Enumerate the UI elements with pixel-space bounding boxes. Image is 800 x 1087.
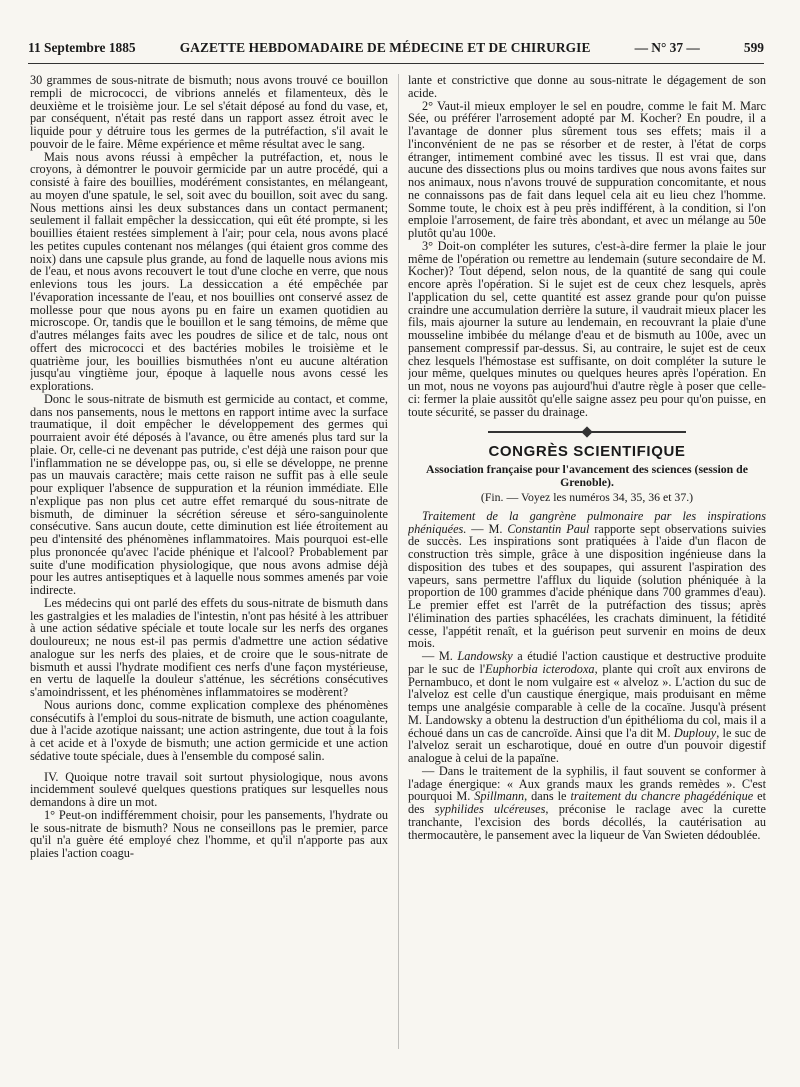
paragraph: 3° Doit-on compléter les sutures, c'est-à-dire fermer la plaie le jour même de l'opération ou remettre au lendemain (suture secondaire de M. Kocher)? Tout dépend, selon nous, de la quantité de sang qui coule encore après l'opération. Si le sujet est de ceux chez lesquels, après l'application du sel, cette quantité est assez grande pour qu'on puisse craindre une accumulation derrière la suture, il vaudrait mieux placer les fils, mais ajourner la suture au lendemain, en recouvrant la plaie d'une mousseline imbibée du mélange d'eau et de bismuth au 100e, avec un pansement compressif par-dessus. Si, au contraire, le sujet est de ceux chez lesquels l'hémostase est suffisante, on doit compléter la suture le jour même, quelques minutes ou quelques heures après l'opération. En un mot, nous ne voyons pas aujourd'hui d'autre règle à poser que celle-ci: fermer la plaie aussitôt qu'elle saigne assez peu pour qu'on puisse, en toute sécurité, se passer du drainage.: [408, 238, 766, 419]
paragraph: Donc le sous-nitrate de bismuth est germicide au contact, et comme, dans nos pansements, nous le mettons en rapport intime avec la surface traumatique, il doit empêcher le développement des germes qui pourraient avoir été déposés à l'avance, ou être amenés plus tard sur la plaie. Or, celle-ci ne devenant pas putride, c'est déjà une raison pour que l'inflammation ne se développe pas, ou, si elle se développe, ne prenne pas un mauvais caractère; mais cette raison ne suffit pas à elle seule pour expliquer l'absence de suppuration et la réunion immédiate. Elle n'explique pas non plus cet autre effet remarqué du sous-nitrate de bismuth, de diminuer la sécrétion séreuse et séro-sanguinolente consécutive. Sans aucun doute, cette diminution est liée étroitement au peu d'intensité des phénomènes inflammatoires. Mais pourquoi est-elle plus prononcée qu'avec l'acide phénique et l'alcool? Probablement par suite d'une modification physiologique, que nous avons admise déjà pour les autres antiseptiques et à laquelle nous sommes amenés par voie indirecte.: [30, 391, 388, 597]
page-header: [28, 36, 764, 64]
paragraph: Nous aurions donc, comme explication complexe des phénomènes consécutifs à l'emploi du sous-nitrate de bismuth, une action coagulante, due à l'acide azotique naissant; une action astringente, due tout à la fois à cet acide et à l'oxyde de bismuth; une action germicide et une action sédative toute spéciale, dues à l'ensemble du composé salin.: [30, 697, 388, 763]
treatment-title: traitement du chancre phagédénique: [570, 789, 754, 804]
section-subheading: Association française pour l'avancement des sciences (session de Grenoble).: [426, 462, 748, 489]
journal-title: GAZETTE HEBDOMADAIRE DE MÉDECINE ET DE CHIRURGIE: [179, 40, 591, 55]
paragraph: Les médecins qui ont parlé des effets du sous-nitrate de bismuth dans les gastralgies et les maladies de l'intestin, n'ont pas hésité à les attribuer à une action sédative spéciale et toute locale sur les nerfs des organes douloureux; ne nous est-il pas permis d'admettre une action sédative analogue sur les nerfs des plaies, et de croire que le sous-nitrate de bismuth et aussi l'hydrate modifient ces nerfs d'une façon mystérieuse, en vertu de laquelle la douleur s'atténue, les sécrétions consécutives s'amoindrissent, et les phénomènes inflammatoires se modèrent?: [30, 595, 388, 699]
right-column: [408, 74, 766, 1074]
paragraph: IV. Quoique notre travail soit surtout physiologique, nous avons incidemment soulevé quelques questions pratiques sur lesquelles nous demandons à dire un mot.: [30, 769, 388, 809]
paragraph-paul: [408, 510, 766, 650]
paragraph: Mais nous avons réussi à empêcher la putréfaction, et, nous le croyons, à démontrer le pouvoir germicide par un autre procédé, qui a consisté à faire des bouillies, modérément consistantes, en mélangeant, au moyen d'une spatule, le sel, soit avec du bouillon, soit avec du sang. Nous mettions ainsi les deux substances dans un contact permanent; seulement il fallait empêcher la dessiccation, qui eût été prompte, si les bouillies étaient restées simplement à l'air; pour cela, nous avons placé les petites cupules contenant nos mélanges (qui étaient gros comme des noix) dans une capsule plus grande, au fond de laquelle nous avions mis de l'eau, et nous avons recouvert le tout d'une cloche en verre, que nous enlevions tous les jours. La dessiccation a été empêchée par l'évaporation incessante de l'eau, et nos bouillies ont conservé assez de mollesse pour que nous ayons pu en faire un examen quotidien au microscope. Or, tandis que le bouillon et le sang témoins, de même que d'autres mélanges faits avec les poudres de silice et de talc, nous ont offert des micrococci et des bactéries mobiles le troisième et le quatrième jour, les bouillies bismuthées n'ont eu aucune altération jusqu'au vingtième jour, époque à laquelle nous avons cessé les explorations.: [30, 149, 388, 393]
treatment-title: syphilides ulcéreuses: [434, 802, 546, 816]
paragraph-landowsky: [408, 650, 766, 765]
issue-date: 11 Septembre 1885: [28, 40, 136, 55]
paragraph-text: rapporte sept observations suivies de succès. Les inspirations sont pratiquées à l'aide d'un flacon de construction très simple, grâce à une disposition ingénieuse dans la disposition des tubes et des soupapes, qui assurent l'aspiration des vapeurs, sans permettre l'afflux du liquide (solution phéniquée à la proportion de 100 grammes d'acide phénique dans 700 grammes d'eau). Le premier effet est l'arrêt de la putréfaction des tissus; après l'élimination des parties sphacélées, les crachats diminuent, la fétidité cesse, l'appétit renaît, et la guérison peut survenir en moins de deux mois.: [408, 521, 766, 651]
paragraph-spillmann: [408, 765, 766, 842]
separator: — M.: [466, 521, 508, 536]
paragraph-text: , dans le: [524, 789, 571, 804]
issue-number: — N° 37 —: [634, 40, 700, 55]
left-column: [30, 74, 388, 1074]
paragraph: 2° Vaut-il mieux employer le sel en poudre, comme le fait M. Marc Sée, ou préférer l'arrosement adopté par M. Kocher? En poudre, il a l'avantage de donner plus sûrement tous ses effets; mais il a l'inconvénient de ne pas se résorber et de rester, à l'état de corps étranger, intimement combiné avec les tissus. Il est vrai que, dans aucune des dissections plus ou moins tardives que nous avons faites sur nos animaux, nous n'avons trouvé de suppuration concomitante, et nous ne connaissons pas de fait dans lequel cela ait eu lieu chez l'homme. Somme toute, le choix est à peu près indifférent, à la condition, si l'on emploie l'arrosement, de faire très abondant, et avec un mélange au 50e plutôt qu'au 100e.: [408, 98, 766, 240]
plant-name: Euphorbia icterodoxa: [485, 661, 595, 676]
author-name: Duplouy: [673, 725, 717, 740]
author-name: Spillmann: [474, 789, 525, 804]
section-heading: CONGRÈS SCIENTIFIQUE: [488, 443, 686, 461]
author-name: Constantin Paul: [507, 521, 590, 536]
paragraph-text: a étudié l'action caustique et destructive produite par le suc de l': [408, 649, 766, 676]
paragraph: lante et constrictive que donne au sous-nitrate le dégagement de son acide.: [408, 74, 766, 100]
article-title: Traitement de la gangrène pulmonaire par les inspirations phéniquées.: [408, 508, 766, 536]
paragraph-text: , préconise le raclage avec la curette tranchante, l'excision des bords décollés, la cautérisation au thermocautère, le pansement avec la liqueur de Van Swieten dédoublée.: [408, 802, 766, 842]
paragraph-text: , plante qui croît aux environs de Pernambuco, et dont le nom vulgaire est « alveloz ». L'action du suc de l'alveloz est celle d'un caustique énergique, mais produisant en même temps une analgésie comparable à celle de la cocaïne. Jusqu'à présent M. Landowsky a obtenu la destruction d'un épithélioma du col, mais il a échoué dans un cas de cancroïde. Ainsi que l'a dit M.: [408, 661, 766, 740]
ornamental-divider: [408, 424, 766, 440]
author-name: Landowsky: [457, 649, 513, 663]
paragraph-text: , le suc de l'alveloz serait un escharotique, doué en outre d'un pouvoir digestif analogue à celui de la papaïne.: [408, 725, 766, 765]
paragraph: 30 grammes de sous-nitrate de bismuth; nous avons trouvé ce bouillon rempli de micrococci, de vibrions annelés et filamenteux, dès le deuxième et le troisième jour. Le sel s'était déposé au fond du vase, et, par conséquent, n'était pas resté dans un rapport assez étroit avec le liquide pour y détruire tous les germes de la putréfaction, s'il avait le pouvoir de le faire. Même expérience et même résultat avec le sang.: [30, 74, 388, 151]
paragraph-text: — Dans le traitement de la syphilis, il faut souvent se conformer à l'adage énergique: « Aux grands maux les grands remèdes ». C'est pourquoi M.: [408, 763, 766, 804]
continuation-note: (Fin. — Voyez les numéros 34, 35, 36 et 37.): [480, 490, 694, 504]
paragraph-text: et des: [408, 789, 766, 816]
paragraph: 1° Peut-on indifféremment choisir, pour les pansements, l'hydrate ou le sous-nitrate de bismuth? Nous ne conseillons pas le premier, parce qu'il n'a guère été employé chez l'homme, et qu'il n'apporte pas aux plaies l'action coagu-: [30, 807, 388, 860]
page-number: 599: [743, 40, 764, 55]
column-rule: [398, 74, 399, 1049]
separator: — M.: [422, 649, 458, 663]
